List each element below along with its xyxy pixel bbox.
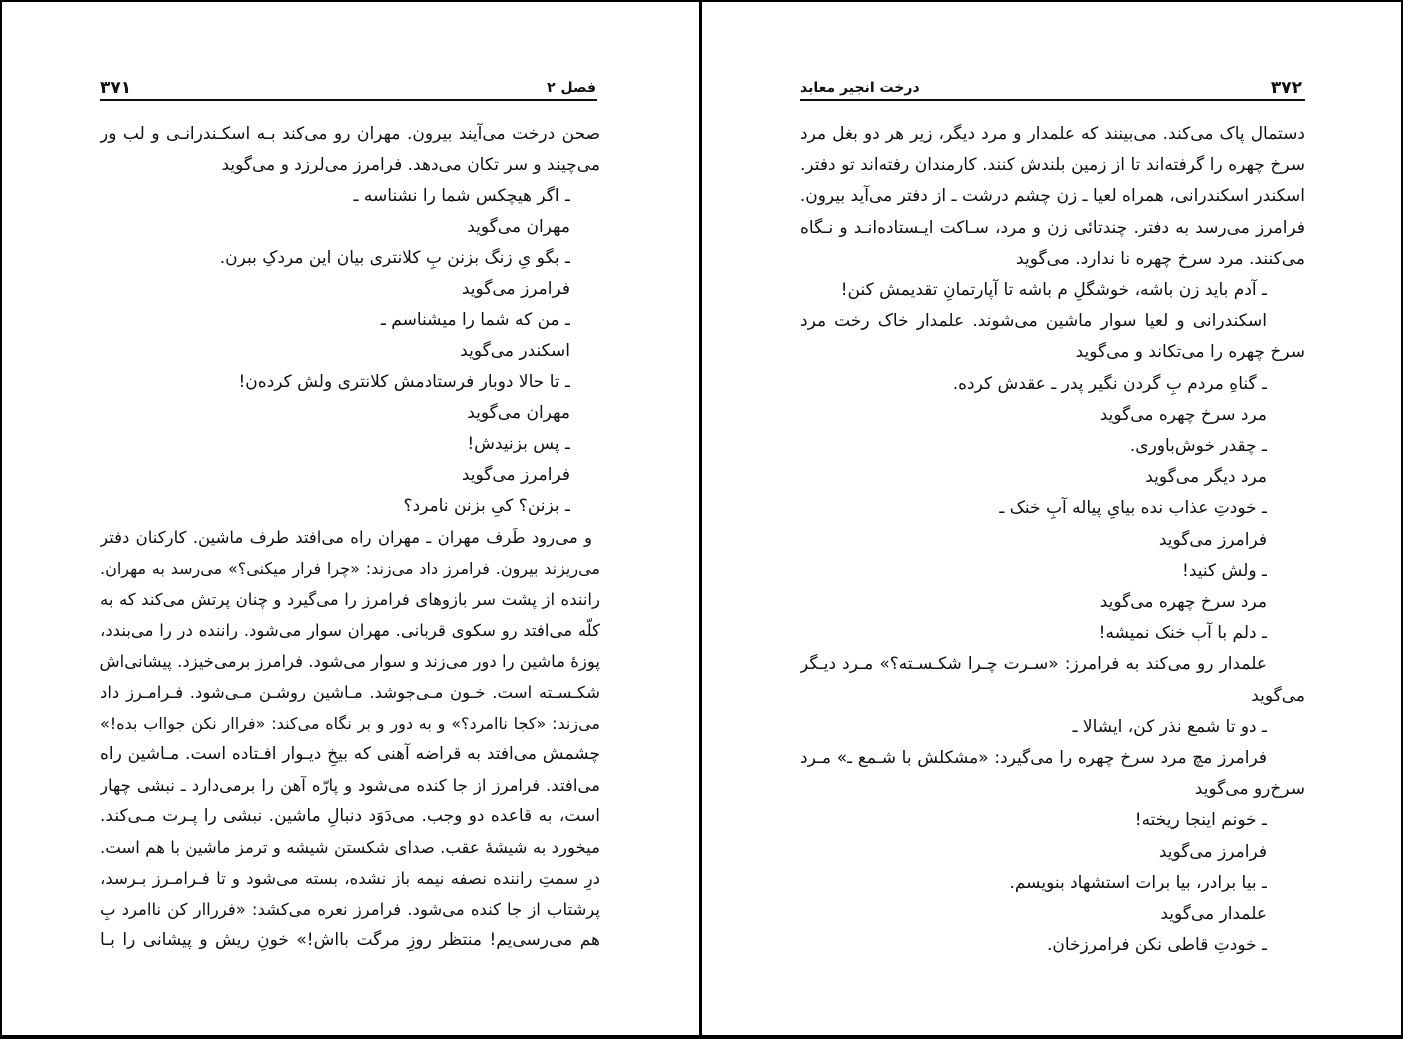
text-line: پرشتاب از جا کنده می‌شود. فرامرز نعره می‌کشد: «فرراار کن ناامرد بِ (100, 900, 600, 919)
text-line: و می‌رود طَرف مهران ـ مهران راه می‌افتد طرف ماشین. کارکنان دفتر (100, 528, 592, 547)
text-line: می‌زند: «کجا ناامرد؟» و به دور و بر نگاه می‌کند: «فراار نکن جوااب بده!» (100, 714, 600, 733)
text-line: ـ من که شما را میشناسم ـ (380, 310, 570, 330)
page-number: ۳۷۱ (100, 78, 132, 98)
right-page (702, 0, 1403, 1039)
text-line: ـ خودتِ عذاب نده بیایِ پیاله آبِ خنک ـ (999, 498, 1267, 518)
text-line: اسکندر اسکندرانی، همراه لعیا ـ زن چشم درشت ـ از دفتر می‌آید بیرون. (800, 186, 1305, 206)
running-head: درخت انجیر معابد (800, 80, 920, 96)
text-line: دستمال پاک می‌کند. می‌بینند که علمدار و مرد دیگر، زیر هر دو بغل مرد (800, 124, 1305, 144)
text-line: پوزهٔ ماشین را دور می‌زند و سوار می‌شود. فرامرز برمی‌خیزد. پیشانی‌اش (100, 652, 600, 671)
text-line: درِ سمتِ راننده نصفه نیمه باز نشده، بسته می‌شود و تا فـرامـرز بـرسد، (100, 869, 600, 888)
text-line: میخورد به شیشهٔ عقب. صدای شکستن شیشه و ترمز ماشین با هم است. (100, 838, 600, 857)
text-line: راننده از پشت سر بازوهای فرامرز را می‌گیرد و چنان پرتش می‌کند که به (100, 590, 600, 609)
text-line: اسکندرانی و لعیا سوار ماشین می‌شوند. علمدار خاک رخت مرد (800, 311, 1267, 331)
header-rule (100, 99, 597, 101)
text-line: سرخ‌رو می‌گوید (1194, 779, 1305, 799)
text-line: ـ دو تا شمع نذر کن، ایشالا ـ (1072, 717, 1267, 737)
running-head: فصل ۲ (547, 80, 596, 96)
text-line: می‌کنند. مرد سرخ چهره نا ندارد. می‌گوید (1016, 249, 1305, 269)
text-line: ـ ولش کنید! (1182, 561, 1267, 581)
text-line: می‌افتد. فرامرز از جا کنده می‌شود و پارّه آهن را برمی‌دارد ـ نبشی چهار (100, 776, 600, 795)
text-line: سرخ چهره را گرفته‌اند تا از زمین بلندش کنند. کارمندان رفته‌اند تو دفتر. (800, 155, 1305, 175)
text-line: شکـسـته است. خـون مـی‌جوشد. مـاشین روشـن مـی‌شود. فـرامـرز داد (100, 683, 600, 702)
text-line: ـ خودتِ قاطی نکن فرامرزخان. (1046, 935, 1267, 955)
text-line: می‌چیند و سر تکان می‌دهد. فرامرز می‌لرزد و می‌گوید (221, 155, 600, 175)
text-line: مرد سرخ چهره می‌گوید (1099, 405, 1267, 425)
text-line: فرامرز مچ مرد سرخ چهره را می‌گیرد: «مشکلش با شـمع ـ» مـرد (800, 748, 1267, 768)
text-line: فرامرز می‌گوید (1158, 842, 1267, 862)
text-line: علمدار می‌گوید (1160, 904, 1267, 924)
text-line: ـ آدم باید زن باشه، خوشگلِ م باشه تا آپارتمانِ تقدیمش کنن! (840, 280, 1267, 300)
text-line: فرامرز می‌رسد به دفتر. چندتائی زن و مرد، سـاکت ایـستاده‌انـد و نـگاه (800, 218, 1305, 238)
text-line: مرد دیگر می‌گوید (1145, 467, 1267, 487)
text-line: ـ خونم اینجا ریخته! (1134, 810, 1267, 830)
text-line: ـ بزنن؟ کیِ بزنن نامرد؟ (403, 496, 570, 516)
text-line: ـ بگو یِ زنگ بزنن بِ کلانتری بیان این مردکِ ببرن. (219, 248, 570, 268)
text-line: ـ بیا برادر، بیا برات استشهاد بنویسم. (1009, 873, 1267, 893)
text-line: فرامرز می‌گوید (461, 279, 570, 299)
text-line: مرد سرخ چهره می‌گوید (1099, 592, 1267, 612)
text-line: مهران می‌گوید (467, 217, 570, 237)
text-line: فرامرز می‌گوید (461, 465, 570, 485)
text-line: ـ پس بزنیدش! (467, 434, 570, 454)
text-line: می‌ریزند بیرون. فرامرز داد می‌زند: «چرا فرار میکنی؟» می‌رسد به مهران. (100, 559, 600, 578)
text-line: ـ اگر هیچکس شما را نشناسه ـ (353, 186, 570, 206)
text-line: صحن درخت می‌آیند بیرون. مهران رو می‌کند بـه اسکـندرانـی و لب ور (100, 124, 600, 144)
text-line: سرخ چهره را می‌تکاند و می‌گوید (1075, 342, 1305, 362)
text-line: چشمش می‌افتد به قراضه آهنی که بیخِ دیـوار افـتاده است. مـاشین راه (100, 744, 600, 764)
text-line: است، به قاعده دو وجب. می‌دَوَد دنبالِ ماشین. نبشی را پـرت مـی‌کند. (100, 806, 600, 826)
page-number: ۳۷۲ (1270, 78, 1302, 98)
text-line: کلّه می‌افتد رو سکوی قربانی. مهران سوار می‌شود. راننده در را می‌بندد، (100, 621, 600, 640)
left-page (0, 0, 699, 1039)
text-line: مهران می‌گوید (467, 403, 570, 423)
text-line: اسکندر می‌گوید (460, 341, 570, 361)
text-line: ـ دلم با آب خنک نمیشه! (1098, 623, 1267, 643)
text-line: علمدار رو می‌کند به فرامرز: «سـرت چـرا شکـسـته؟» مـرد دیـگر (800, 654, 1267, 674)
text-line: ـ چقدر خوش‌باوری. (1129, 436, 1267, 456)
header-rule (800, 99, 1305, 101)
text-line: فرامرز می‌گوید (1158, 530, 1267, 550)
text-line: می‌گوید (1251, 686, 1305, 706)
text-line: هم می‌رسی‌یم! منتظر روزِ مرگت بااش!» خونِ ریش و پیشانی را بـا (100, 930, 600, 950)
text-line: ـ تا حالا دوبار فرستادمش کلانتری ولش کرده‌ن! (238, 372, 570, 392)
text-line: ـ گناهِ مردم بِ گردن نگیر پدر ـ عقدش کرده. (952, 374, 1267, 394)
